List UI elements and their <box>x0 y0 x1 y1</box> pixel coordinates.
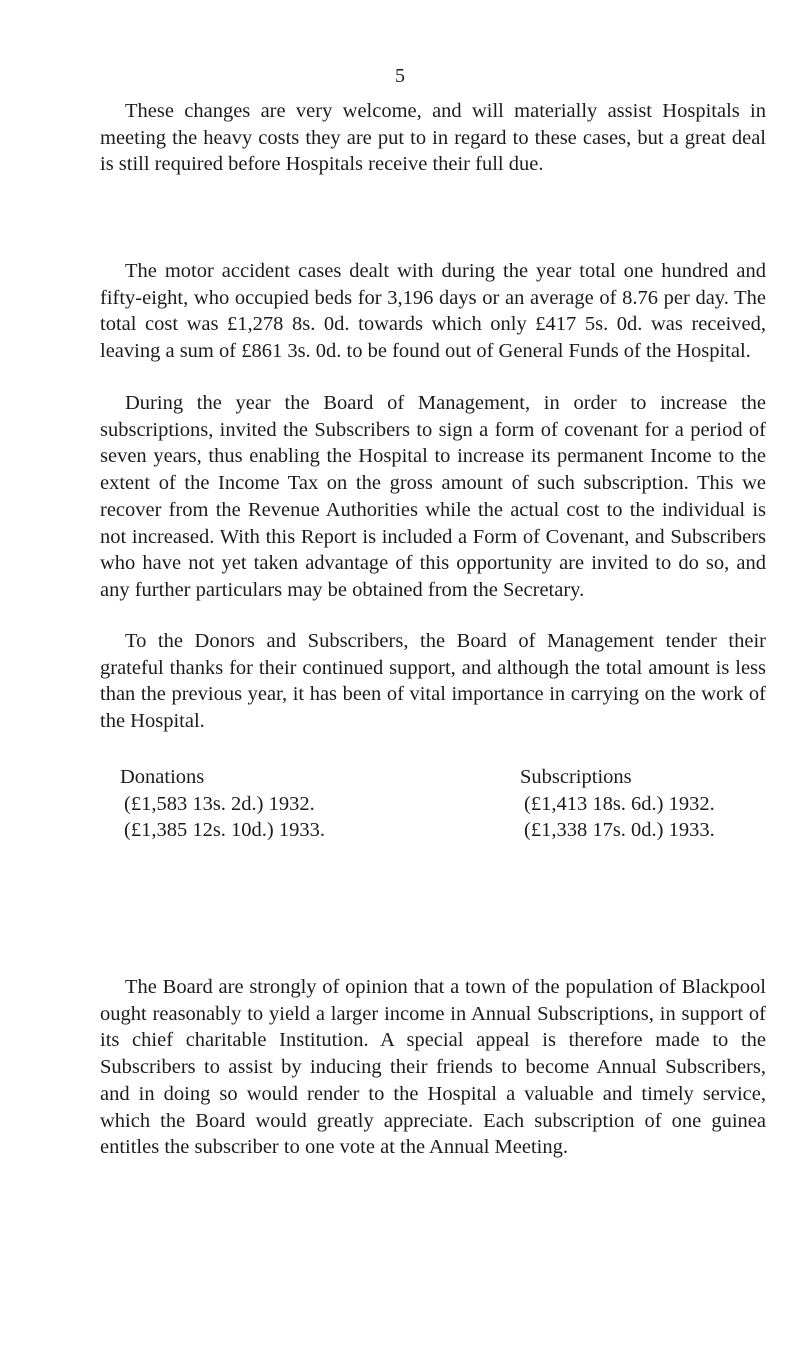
donations-heading: Donations <box>120 766 205 788</box>
subscriptions-row: (£1,413 18s. 6d.) 1932. <box>524 792 715 815</box>
page-number: 5 <box>395 65 405 87</box>
paragraph-text: The motor accident cases dealt with during the year total one hundred and fifty-eight, who occupied beds for 3,196 days or an average of 8.76 per day. The total cost was £1,278 8s. 0d. towards which only £417 5s. 0d. was received, leaving a sum of £861 3s. 0d. to be found out of General Funds of the Hospital. <box>100 260 766 363</box>
paragraph-text: These changes are very welcome, and will materially assist Hospitals in meeting the heavy costs they are put to in regard to these cases, but a great deal is still required before Hospitals receive their full due. <box>100 100 766 176</box>
paragraph-covenant <box>100 390 766 604</box>
subscriptions-column <box>520 764 715 844</box>
paragraph-motor-accidents <box>100 258 766 365</box>
paragraph-text: To the Donors and Subscribers, the Board of Management tender their grateful thanks for their continued support, and although the total amount is less than the previous year, it has been of vital importance in carrying on the work of the Hospital. <box>100 630 766 733</box>
donations-row: (£1,583 13s. 2d.) 1932. <box>124 792 315 815</box>
paragraph-special-appeal <box>100 974 766 1161</box>
donations-row: (£1,385 12s. 10d.) 1933. <box>124 819 326 842</box>
paragraph-thanks <box>100 628 766 735</box>
subscriptions-row: (£1,338 17s. 0d.) 1933. <box>524 819 715 842</box>
subscriptions-heading: Subscriptions <box>520 766 632 788</box>
paragraph-hospitals-changes <box>100 98 766 178</box>
paragraph-text: The Board are strongly of opinion that a town of the population of Blackpool ought reasonably to yield a larger income in Annual Subscriptions, in support of its chief charitable Institution. A special appeal is therefore made to the Subscribers to assist by inducing their friends to become Annual Subscribers, and in doing so would render to the Hospital a valuable and timely service, which the Board would greatly appreciate. Each subscription of one guinea entitles the subscriber to one vote at the Annual Meeting. <box>100 976 766 1159</box>
donations-column <box>120 764 326 844</box>
paragraph-text: During the year the Board of Management, in order to increase the subscriptions, invited the Subscribers to sign a form of covenant for a period of seven years, thus enabling the Hospital to increase its permanent Income to the extent of the Income Tax on the gross amount of such subscription. This we recover from the Revenue Authorities while the actual cost to the individual is not increased. With this Report is included a Form of Covenant, and Subscribers who have not yet taken advantage of this opportunity are invited to do so, and any further particulars may be obtained from the Secretary. <box>100 392 766 601</box>
